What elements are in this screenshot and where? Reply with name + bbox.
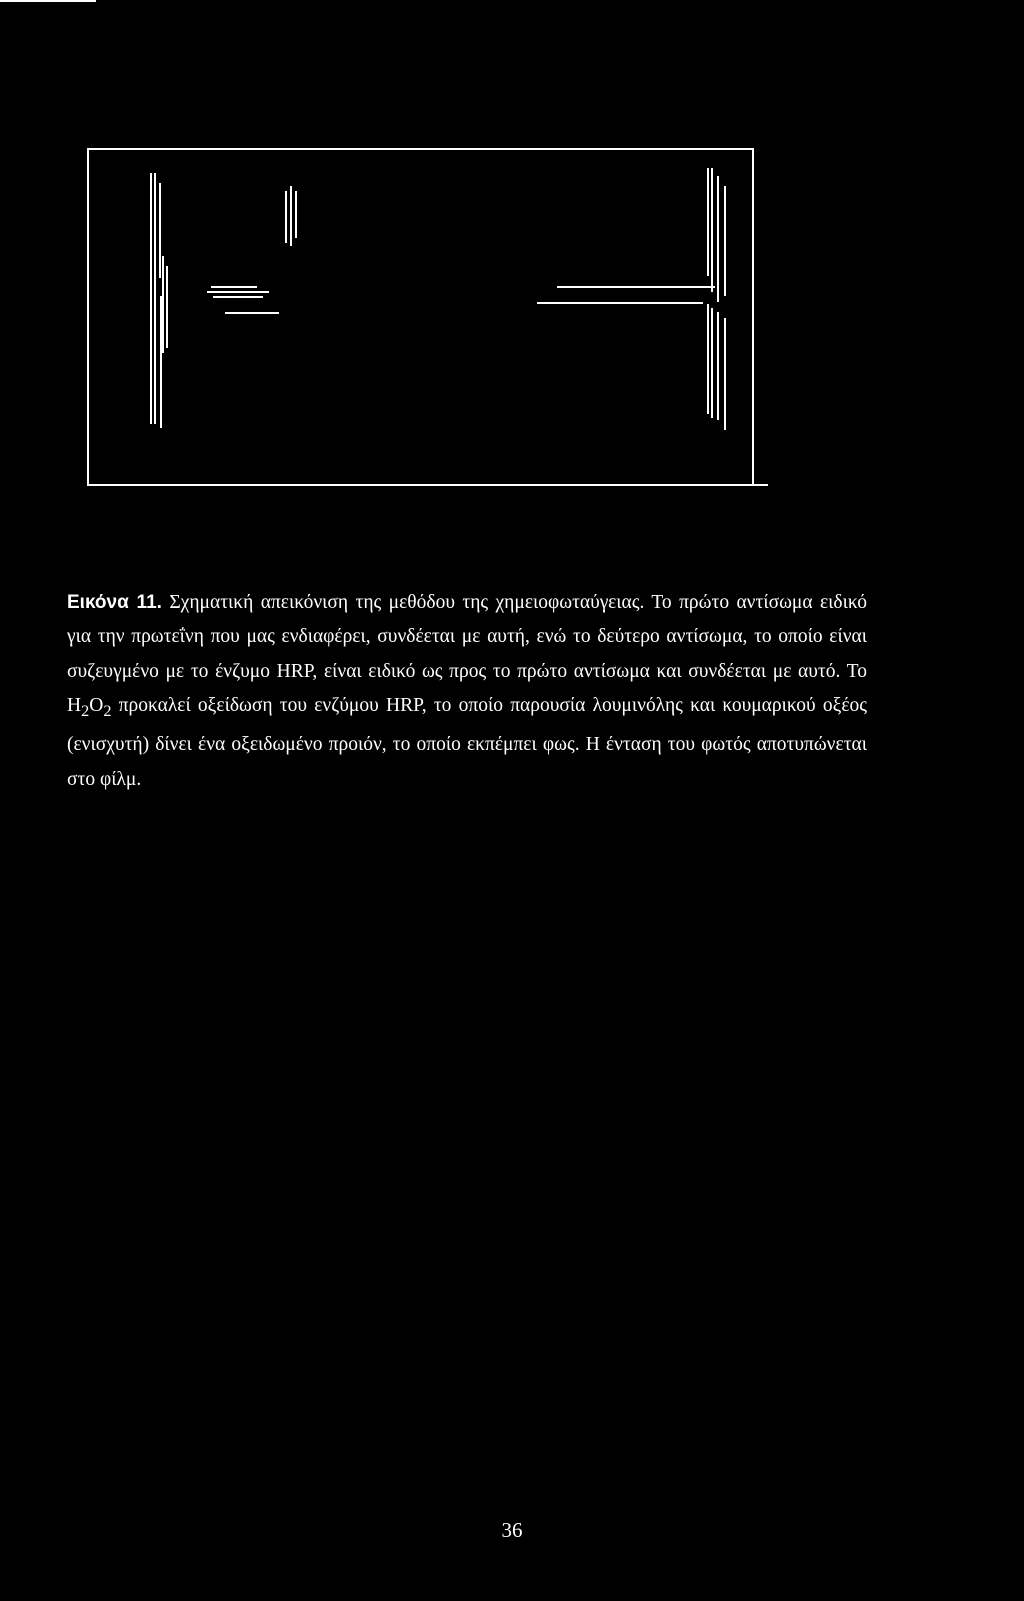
figure-label: Εικόνα 11. (67, 591, 162, 613)
caption-subscript: 2 (81, 701, 90, 720)
caption-text: προκαλεί οξείδωση του ενζύμου HRP, το οποίο παρουσία λουμινόλης και κουμαρικού οξέος (ενισχυτή) δίνει ένα οξειδωμένο προιόν, το οποίο εκπέμπει φως. Η ένταση του φωτός αποτυπώνεται στο φίλμ. (67, 695, 867, 790)
figure-frame (88, 149, 753, 483)
figure-frame-bottom (88, 149, 767, 485)
page-number: 36 (501, 1518, 523, 1542)
figure-caption (67, 586, 867, 798)
caption-subscript: 2 (103, 701, 112, 720)
caption-text: Σχηματική απεικόνιση της μεθόδου της χημειοφωταύγειας. Το πρώτο αντίσωμα ειδικό για την πρωτεΐνη που μας ενδιαφέρει, συνδέεται με αυτή, ενώ το δεύτερο αντίσωμα, το οποίο είναι συζευγμένο με το ένζυμο HRP, είναι ειδικό ως προς το πρώτο αντίσωμα και συνδέεται με αυτό. Το H (67, 591, 868, 716)
caption-text: O (89, 695, 104, 716)
figure-diagram (86, 147, 768, 497)
top-edge-mark (0, 0, 96, 2)
chemiluminescence-figure (86, 147, 768, 497)
